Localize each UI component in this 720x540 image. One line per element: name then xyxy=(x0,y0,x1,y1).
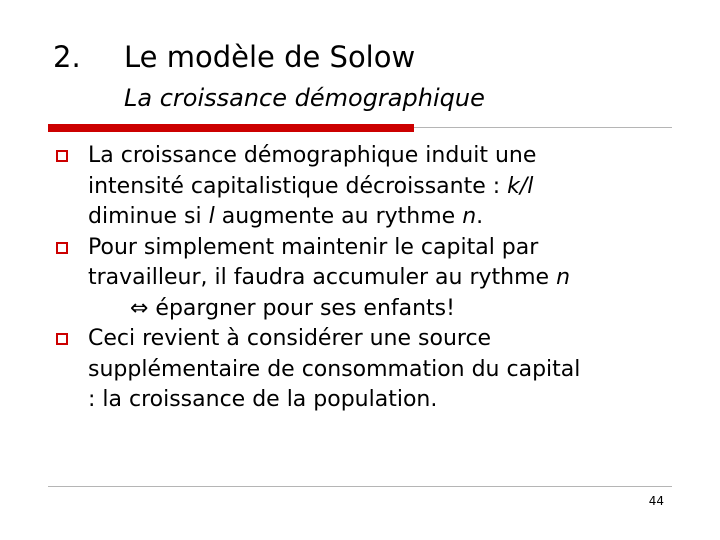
text-run: Ceci revient à considérer une source xyxy=(88,326,492,351)
italic-term: k/l xyxy=(507,173,534,199)
bullet-line xyxy=(88,294,686,325)
text-run: intensité capitalistique décroissante : xyxy=(88,173,508,199)
text-run: . xyxy=(476,204,484,229)
title-accent-bar xyxy=(48,124,414,132)
text-run: diminue si xyxy=(88,204,209,229)
hollow-square-bullet-icon xyxy=(56,150,68,162)
text-run: Pour simplement maintenir le capital par xyxy=(88,234,539,260)
text-run: La croissance démographique induit une xyxy=(88,143,537,168)
hollow-square-bullet-icon xyxy=(56,333,68,345)
slide-subtitle: La croissance démographique xyxy=(124,84,485,112)
footer-rule xyxy=(48,486,672,487)
bullet-line xyxy=(88,202,686,233)
bullet-line xyxy=(88,385,686,416)
bullet-line xyxy=(88,263,686,294)
italic-term: n xyxy=(462,204,477,229)
bullet-line xyxy=(88,324,686,355)
slide-number: 2. xyxy=(53,40,81,74)
italic-term: n xyxy=(556,265,571,290)
bullet-item xyxy=(56,233,686,325)
bullet-line xyxy=(88,141,686,172)
text-run: : la croissance de la population. xyxy=(88,387,438,412)
text-run: supplémentaire de consommation du capital xyxy=(88,356,581,382)
slide-title: Le modèle de Solow xyxy=(124,40,416,74)
bullet-item xyxy=(56,324,686,416)
bullet-line xyxy=(88,233,686,264)
bullet-line xyxy=(88,172,686,203)
text-run: ⇔ épargner pour ses enfants! xyxy=(130,295,455,321)
text-run: augmente au rythme xyxy=(214,204,463,229)
bullet-list xyxy=(56,141,686,416)
text-run: travailleur, il faudra accumuler au rythme xyxy=(88,265,557,290)
bullet-item xyxy=(56,141,686,233)
hollow-square-bullet-icon xyxy=(56,242,68,254)
italic-term: l xyxy=(208,204,215,229)
bullet-line xyxy=(88,355,686,386)
page-number: 44 xyxy=(648,494,664,508)
